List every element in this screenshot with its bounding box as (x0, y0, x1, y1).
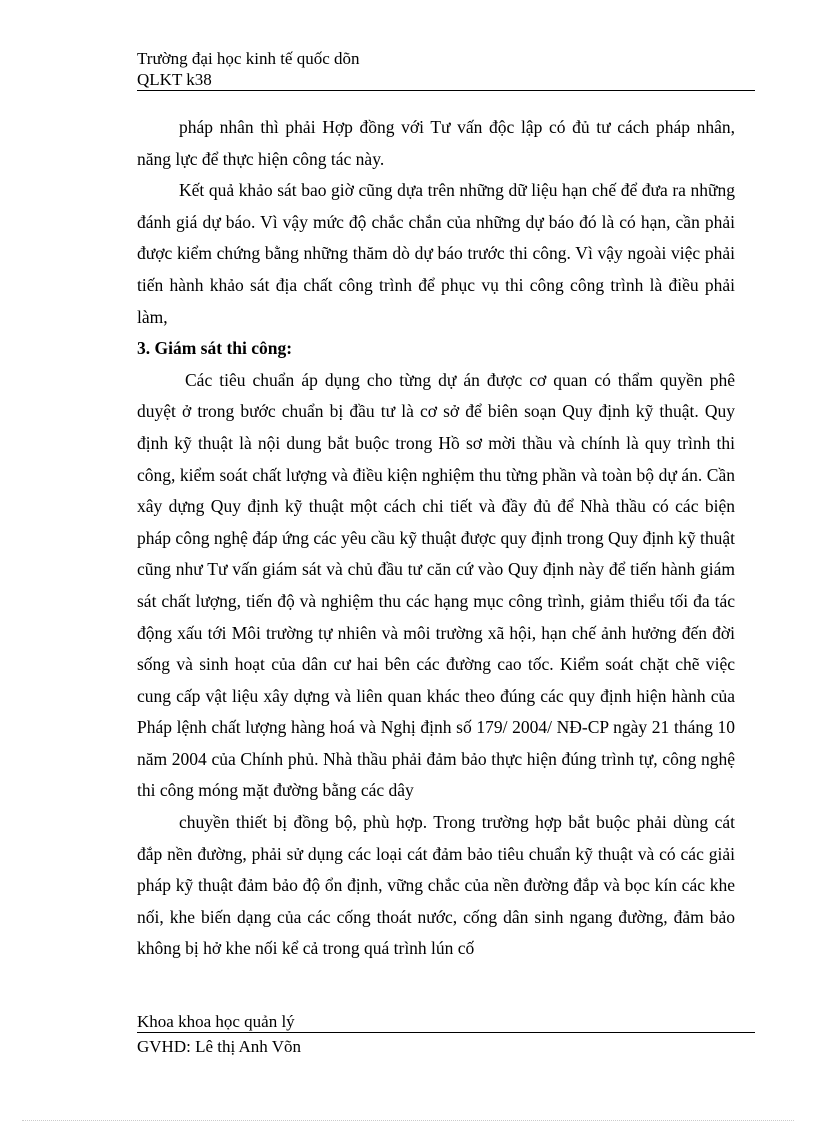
paragraph-3: Các tiêu chuẩn áp dụng cho từng dự án được cơ quan có thẩm quyền phê duyệt ở trong bước chuẩn bị đầu tư là cơ sở để biên soạn Quy định kỹ thuật. Quy định kỹ thuật là nội dung bắt buộc trong Hồ sơ mời thầu và chính là quy trình thi công, kiểm soát chất lượng và điều kiện nghiệm thu từng phần và toàn bộ dự án. Cần xây dựng Quy định kỹ thuật một cách chi tiết và đầy đủ để Nhà thầu có các biện pháp công nghệ đáp ứng các yêu cầu kỹ thuật được quy định trong Quy định kỹ thuật cũng như Tư vấn giám sát và chủ đầu tư căn cứ vào Quy định này để tiến hành giám sát chất lượng, tiến độ và nghiệm thu các hạng mục công trình, giảm thiểu tối đa tác động xấu tới Môi trường tự nhiên và môi trường xã hội, hạn chế ảnh hưởng đến đời sống và sinh hoạt của dân cư hai bên các đường cao tốc. Kiểm soát chặt chẽ việc cung cấp vật liệu xây dựng và liên quan khác theo đúng các quy định hiện hành của Pháp lệnh chất lượng hàng hoá và Nghị định số 179/ 2004/ NĐ-CP ngày 21 tháng 10 năm 2004 của Chính phủ. Nhà thầu phải đảm bảo thực hiện đúng trình tự, công nghệ thi công móng mặt đường bằng các dây (137, 369, 735, 801)
paragraph-1: pháp nhân thì phải Hợp đồng với Tư vấn độc lập có đủ tư cách pháp nhân, năng lực để thực hiện công tác này. (137, 117, 735, 169)
footer-advisor: GVHD: Lê thị Anh Võn (137, 1037, 302, 1056)
section-heading: 3. Giám sát thi công: (137, 338, 293, 359)
footer-faculty: Khoa khoa học quản lý (137, 1011, 755, 1033)
paragraph-4: chuyền thiết bị đồng bộ, phù hợp. Trong trường hợp bắt buộc phải dùng cát đắp nền đường, phải sử dụng các loại cát đảm bảo tiêu chuẩn kỹ thuật và có các giải pháp kỹ thuật đảm bảo độ ổn định, vững chắc của nền đường đắp và bọc kín các khe nối, khe biến dạng của các cống thoát nước, cống dân sinh ngang đường, đảm bảo không bị hở khe nối kể cả trong quá trình lún cố (137, 812, 735, 959)
page-bottom-divider (22, 1120, 794, 1121)
header-school-name: Trường đại học kinh tế quốc dõn (137, 49, 360, 68)
page-header (137, 48, 755, 91)
paragraph-2: Kết quả khảo sát bao giờ cũng dựa trên những dữ liệu hạn chế để đưa ra những đánh giá dự báo. Vì vậy mức độ chắc chắn của những dự báo đó là có hạn, cần phải được kiểm chứng bằng những thăm dò dự báo trước thi công. Vì vậy ngoài việc phải tiến hành khảo sát địa chất công trình để phục vụ thi công công trình là điều phải làm, (137, 180, 735, 327)
header-class-code: QLKT k38 (137, 70, 212, 89)
page-footer (137, 1011, 755, 1057)
document-body (137, 112, 735, 965)
